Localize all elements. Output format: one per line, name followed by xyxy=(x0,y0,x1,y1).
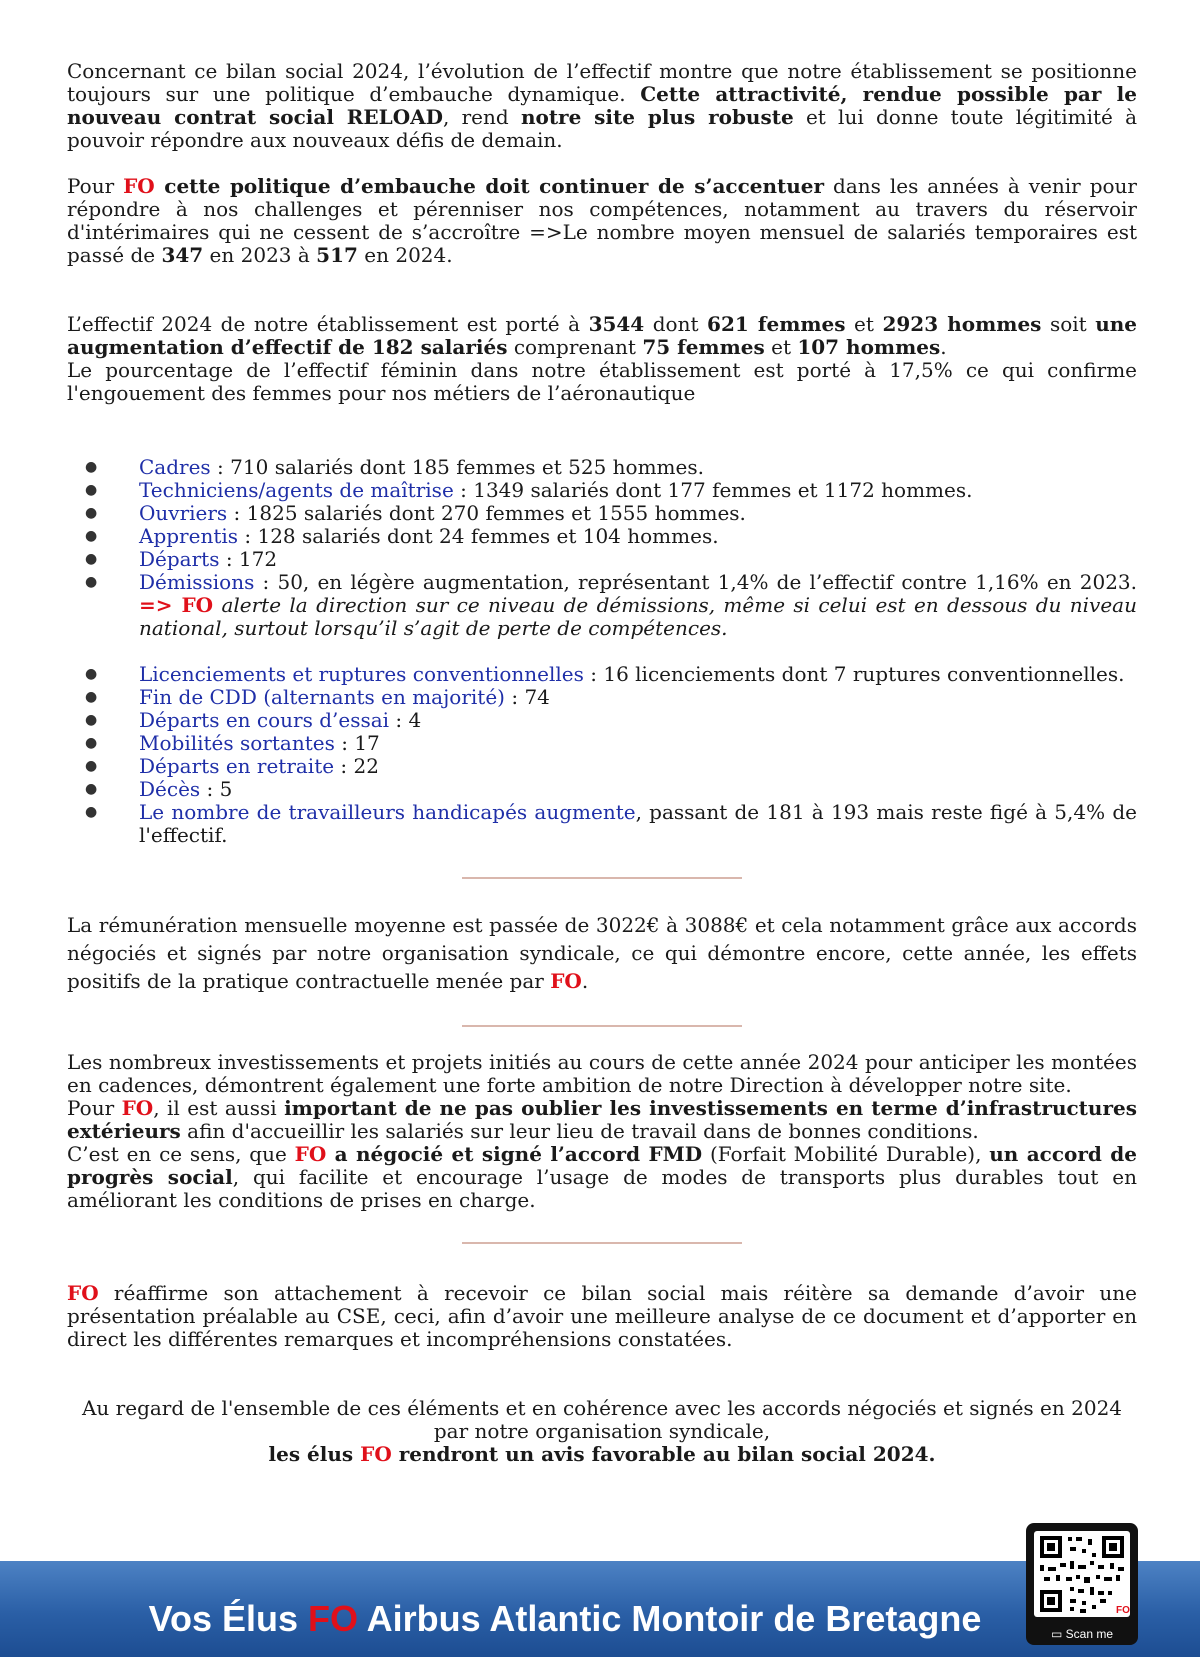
hiring-paragraph: Pour FO cette politique d’embauche doit continuer de s’accentuer dans les années à venir pour répondre à nos challenges et pérenniser nos compétences, notamment au travers du réservoir d'intérimaires qui ne cessent de s’accroître =>Le nombre moyen mensuel de salariés temporaires est passé de 347 en 2023 à 517 en 2024. xyxy=(67,174,1137,267)
list-item: ● Départs en cours d’essai : 4 xyxy=(139,709,1137,732)
qr-scan-label: ▭ Scan me xyxy=(1050,1627,1114,1641)
list-item: ● Techniciens/agents de maîtrise : 1349 salariés dont 177 femmes et 1172 hommes. xyxy=(139,479,1137,502)
list-item: ● Apprentis : 128 salariés dont 24 femmes et 104 hommes. xyxy=(139,525,1137,548)
fo-mark: FO xyxy=(67,1281,99,1305)
intro-paragraph: Concernant ce bilan social 2024, l’évolution de l’effectif montre que notre établissement se positionne toujours sur une politique d’embauche dynamique. Cette attractivité, rendue possible par le nouveau contrat social RELOAD, rend notre site plus robuste et lui donne toute légitimité à pouvoir répondre aux nouveaux défis de demain. xyxy=(67,59,1138,152)
footer-title: Vos Élus FO Airbus Atlantic Montoir de Bretagne xyxy=(148,1598,982,1639)
list-item: ● Départs : 172 xyxy=(139,548,1137,571)
staff-breakdown-list xyxy=(67,456,1137,640)
list-item: ● Cadres : 710 salariés dont 185 femmes et 525 hommes. xyxy=(139,456,1137,479)
salary-paragraph: La rémunération mensuelle moyenne est passée de 3022€ à 3088€ et cela notamment grâce aux accords négociés et signés par notre organisation syndicale, ce qui démontre encore, cette année, les effets positifs de la pratique contractuelle menée par FO. xyxy=(67,913,1137,993)
list-item: ● Ouvriers : 1825 salariés dont 270 femmes et 1555 hommes. xyxy=(139,502,1137,525)
investment-paragraph: Les nombreux investissements et projets initiés au cours de cette année 2024 pour anticiper les montées en cadences, démontrent également une forte ambition de notre Direction à développer notre site. Pour FO, il est aussi important de ne pas oublier les investissements en terme d’infrastructures extérieurs afin d'accueillir les salariés sur leur lieu de travail dans de bonnes conditions. C’est en ce sens, que FO a négocié et signé l’accord FMD (Forfait Mobilité Durable), un accord de progrès social, qui facilite et encourage l’usage de modes de transports plus durables tout en améliorant les conditions de prises en charge. xyxy=(67,1050,1137,1212)
fo-mark: FO xyxy=(123,174,155,198)
fo-mark: FO xyxy=(121,1096,154,1120)
fo-mark: FO xyxy=(360,1442,392,1466)
qr-code-card[interactable] xyxy=(1026,1523,1138,1645)
list-item: ● Mobilités sortantes : 17 xyxy=(139,732,1137,755)
list-item: ● Licenciements et ruptures conventionnelles : 16 licenciements dont 7 ruptures conventionnelles. xyxy=(139,663,1137,686)
list-item: ● Fin de CDD (alternants en majorité) : 74 xyxy=(139,686,1137,709)
document-body xyxy=(67,60,1137,1466)
qr-code-graphic xyxy=(1034,1531,1130,1617)
list-item: ● Décès : 5 xyxy=(139,778,1137,801)
qr-code-icon[interactable] xyxy=(1034,1531,1130,1617)
list-item: ● Le nombre de travailleurs handicapés augmente, passant de 181 à 193 mais reste figé à 5,4% de l'effectif. xyxy=(139,801,1137,847)
list-item: ● Départs en retraite : 22 xyxy=(139,755,1137,778)
conclusion-paragraph: Au regard de l'ensemble de ces éléments et en cohérence avec les accords négociés et signés en 2024 par notre organisation syndicale, les élus FO rendront un avis favorable au bilan social 2024. xyxy=(81,1396,1123,1466)
qr-fo-logo: FO xyxy=(1116,1605,1130,1616)
fo-mark: FO xyxy=(294,1142,327,1166)
cse-paragraph: FO réaffirme son attachement à recevoir ce bilan social mais réitère sa demande d’avoir une présentation préalable au CSE, ceci, afin d’avoir une meilleure analyse de ce document et d’apporter en direct les différentes remarques et incompréhensions constatées. xyxy=(67,1281,1137,1351)
list-item-demissions: ● Démissions : 50, en légère augmentation, représentant 1,4% de l’effectif contre 1,16% en 2023. => FO alerte la direction sur ce niveau de démissions, même si celui est en dessous du niveau national, surtout lorsqu’il s’agit de perte de compétences. xyxy=(139,571,1137,640)
departures-list xyxy=(67,663,1137,847)
fo-mark: FO xyxy=(550,969,582,993)
headcount-paragraph: L’effectif 2024 de notre établissement est porté à 3544 dont 621 femmes et 2923 hommes soit une augmentation d’effectif de 182 salariés comprenant 75 femmes et 107 hommes. Le pourcentage de l’effectif féminin dans notre établissement est porté à 17,5% ce qui confirme l'engouement des femmes pour nos métiers de l’aéronautique xyxy=(67,312,1138,405)
